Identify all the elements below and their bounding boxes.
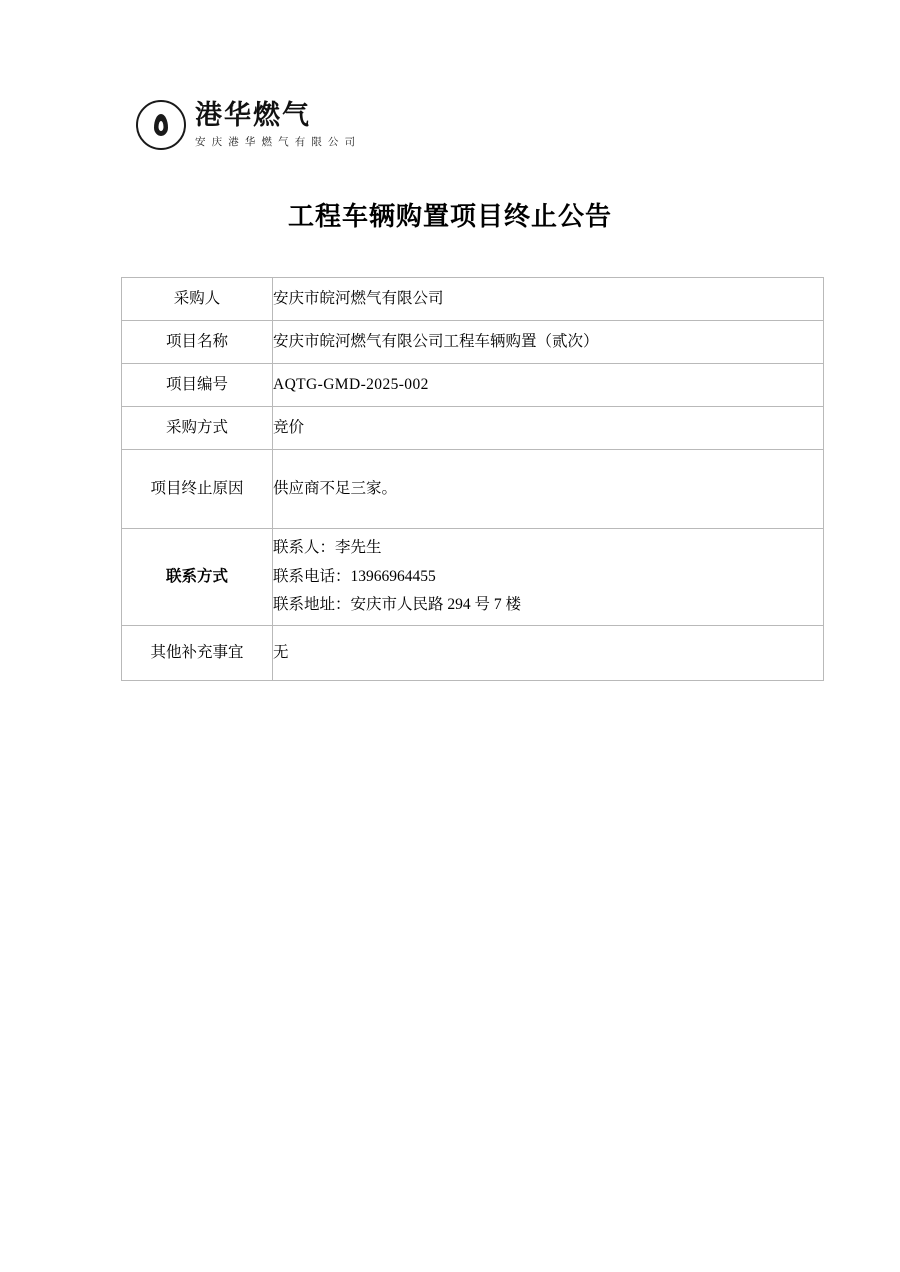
row-label-project-name: 项目名称 — [122, 321, 273, 364]
row-value-purchase-method: 竞价 — [273, 407, 824, 450]
contact-lines — [273, 534, 823, 620]
table-row — [122, 626, 824, 681]
row-label-contact: 联系方式 — [122, 529, 273, 626]
page-title: 工程车辆购置项目终止公告 — [287, 202, 612, 231]
announcement-table — [121, 277, 824, 681]
table-row — [122, 450, 824, 529]
row-value-project-code: AQTG-GMD-2025-002 — [273, 364, 824, 407]
company-logo — [136, 100, 357, 150]
row-label-other-matters: 其他补充事宜 — [122, 626, 273, 681]
table-row — [122, 407, 824, 450]
logo-text-group — [195, 101, 357, 148]
table-row — [122, 278, 824, 321]
row-label-termination-reason: 项目终止原因 — [122, 450, 273, 529]
row-value-project-name: 安庆市皖河燃气有限公司工程车辆购置（贰次） — [273, 321, 824, 364]
row-label-purchase-method: 采购方式 — [122, 407, 273, 450]
brand-name: 港华燃气 — [195, 100, 311, 131]
contact-address: 联系地址：安庆市人民路 294 号 7 楼 — [273, 596, 522, 614]
row-value-purchaser: 安庆市皖河燃气有限公司 — [273, 278, 824, 321]
flame-shape — [154, 114, 168, 136]
row-value-contact — [273, 529, 824, 626]
flame-in-circle-icon — [136, 100, 186, 150]
row-label-purchaser: 采购人 — [122, 278, 273, 321]
row-value-other-matters: 无 — [273, 626, 824, 681]
table-row — [122, 364, 824, 407]
row-label-project-code: 项目编号 — [122, 364, 273, 407]
table-row — [122, 529, 824, 626]
row-value-termination-reason: 供应商不足三家。 — [273, 450, 824, 529]
contact-phone: 联系电话：13966964455 — [273, 567, 436, 585]
table-row — [122, 321, 824, 364]
brand-subtitle: 安 庆 港 华 燃 气 有 限 公 司 — [195, 135, 357, 148]
contact-person: 联系人：李先生 — [273, 538, 382, 556]
